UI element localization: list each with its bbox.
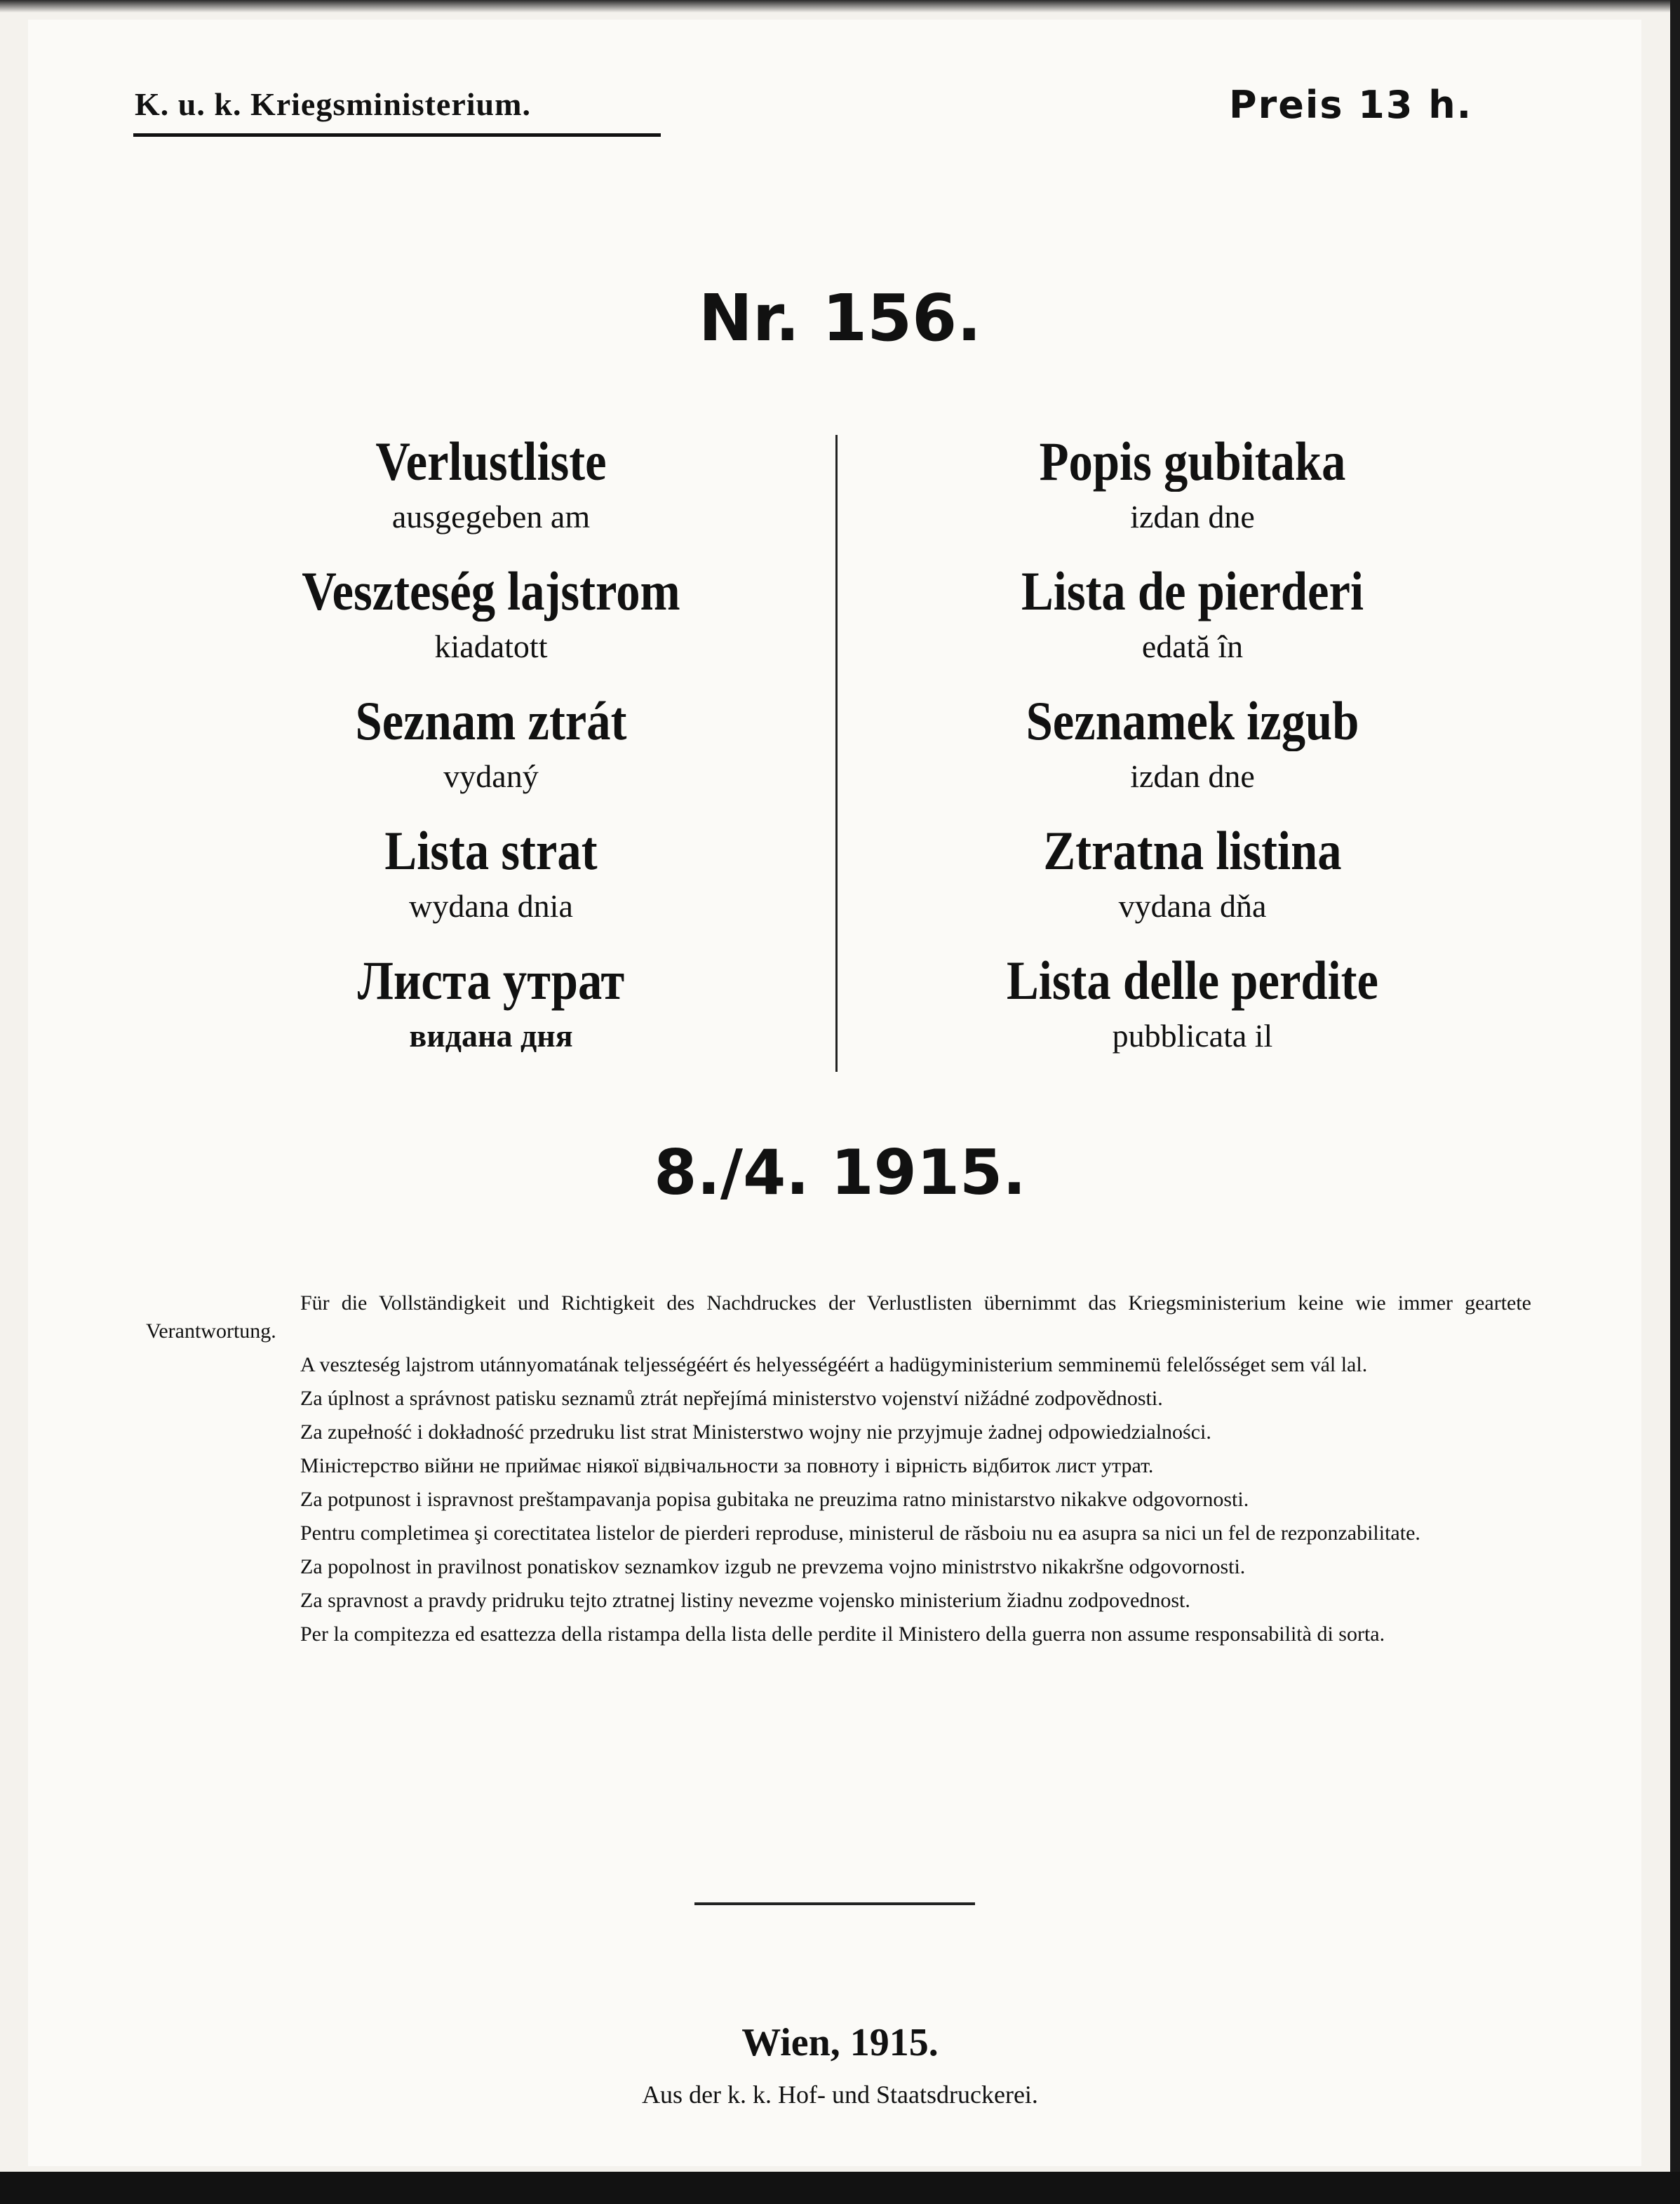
disclaimer-romanian: Pentru completimea şi corectitatea listelor de pierderi reproduse, ministerul de răsboiu nu ea asupra sa nici un fel de rezponzabilitate. bbox=[300, 1521, 1420, 1545]
price-label: Preis 13 h. bbox=[1229, 83, 1473, 127]
left-subtitle: ausgegeben am bbox=[391, 499, 591, 535]
left-title-pair bbox=[175, 428, 807, 558]
footer-rule bbox=[694, 1902, 975, 1905]
ministry-underline bbox=[133, 133, 661, 137]
right-subtitle: vydana dňa bbox=[1118, 888, 1267, 924]
printer-imprint: Aus der k. k. Hof- und Staatsdruckerei. bbox=[642, 2081, 1038, 2109]
left-column bbox=[175, 428, 807, 1077]
left-subtitle: wydana dnia bbox=[409, 888, 573, 924]
left-subtitle: vydaný bbox=[443, 758, 539, 794]
place-and-year: Wien, 1915. bbox=[741, 2021, 939, 2064]
right-subtitle: izdan dne bbox=[1130, 499, 1255, 535]
right-column bbox=[877, 428, 1508, 1077]
publication-date: 8./4. 1915. bbox=[654, 1136, 1026, 1209]
left-title: Veszteség lajstrom bbox=[302, 560, 680, 621]
left-title-pair bbox=[175, 817, 807, 947]
disclaimer-slovenian: Za popolnost in pravilnost ponatiskov seznamkov izgub ne prevzema vojno ministrstvo nikakršne odgovornosti. bbox=[300, 1555, 1246, 1578]
issue-number: Nr. 156. bbox=[698, 281, 982, 356]
left-subtitle: видана дня bbox=[409, 1018, 573, 1054]
left-title-pair bbox=[175, 558, 807, 687]
disclaimer-hungarian: A veszteség lajstrom utánnyomatának teljességéért és helyességéért a hadügyministerium semminemü felelősséget sem vál lal. bbox=[300, 1353, 1368, 1376]
right-title: Popis gubitaka bbox=[1039, 431, 1346, 492]
disclaimer-czech: Za úplnost a správnost patisku seznamů ztrát nepřejímá ministerstvo vojenství nižádné zodpovědnosti. bbox=[300, 1387, 1163, 1410]
disclaimer-ukrainian: Міністерство війни не приймає ніякої відвічальности за повноту і вірність відбиток лист утрат. bbox=[300, 1454, 1154, 1477]
right-title: Ztratna listina bbox=[1043, 820, 1342, 881]
right-title-pair bbox=[877, 817, 1508, 947]
ministry-name: K. u. k. Kriegsministerium. bbox=[135, 86, 531, 122]
scan-right-edge bbox=[1670, 0, 1680, 2204]
right-subtitle: pubblicata il bbox=[1112, 1018, 1273, 1054]
right-title-pair bbox=[877, 687, 1508, 817]
right-subtitle: edată în bbox=[1141, 629, 1244, 664]
left-title-pair bbox=[175, 947, 807, 1077]
right-title-pair bbox=[877, 558, 1508, 687]
right-title-pair bbox=[877, 428, 1508, 558]
column-divider bbox=[835, 435, 838, 1072]
left-title-pair bbox=[175, 687, 807, 817]
left-title: Lista strat bbox=[384, 820, 598, 881]
disclaimer-slovak: Za spravnost a pravdy pridruku tejto ztratnej listiny nevezme vojensko ministerium žiadnu zodpovednost. bbox=[300, 1589, 1190, 1612]
disclaimer-croatian: Za potpunost i ispravnost preštampavanja popisa gubitaka ne preuzima ratno ministarstvo nikakve odgovornosti. bbox=[300, 1488, 1249, 1511]
left-title: Seznam ztrát bbox=[355, 690, 627, 751]
left-title: Листа утрат bbox=[357, 950, 625, 1011]
left-subtitle: kiadatott bbox=[434, 629, 548, 664]
scan-bottom-edge bbox=[0, 2172, 1680, 2204]
disclaimer-polish: Za zupełność i dokładność przedruku list strat Ministerstwo wojny nie przyjmuje żadnej odpowiedzialności. bbox=[300, 1420, 1211, 1444]
left-title: Verlustliste bbox=[375, 431, 607, 492]
disclaimer-block bbox=[146, 1289, 1531, 1654]
scan-top-edge bbox=[0, 0, 1680, 13]
disclaimer-german: Für die Vollständigkeit und Richtigkeit des Nachdruckes der Verlustlisten übernimmt das Kriegsministerium keine wie immer geartete Verantwortung. bbox=[146, 1291, 1531, 1343]
right-title: Lista delle perdite bbox=[1006, 950, 1378, 1011]
right-subtitle: izdan dne bbox=[1130, 758, 1255, 794]
right-title: Lista de pierderi bbox=[1021, 560, 1364, 621]
right-title-pair bbox=[877, 947, 1508, 1077]
disclaimer-italian: Per la compitezza ed esattezza della ristampa della lista delle perdite il Ministero della guerra non assume responsabilità di sorta. bbox=[300, 1622, 1385, 1646]
right-title: Seznamek izgub bbox=[1026, 690, 1359, 751]
